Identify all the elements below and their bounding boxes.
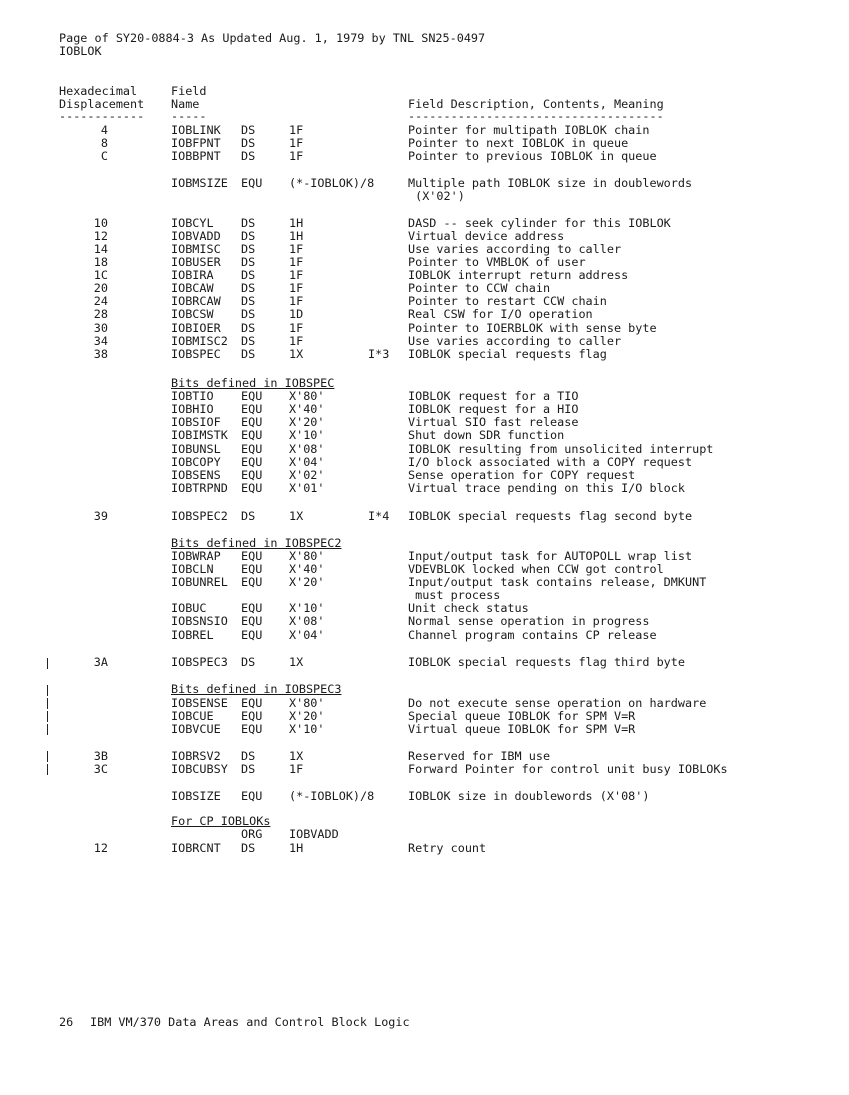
page-header-title: Page of SY20-0884-3 As Updated Aug. 1, 1979 by TNL SN25-0497: [59, 31, 486, 45]
field-name-cell: IOBBPNT: [171, 149, 221, 163]
displacement-cell: 12: [93, 229, 108, 243]
opcode-cell: EQU: [241, 789, 263, 803]
description-cell: Pointer to CCW chain: [408, 281, 551, 295]
operand-cell: X'10': [289, 722, 325, 736]
field-name-cell: IOBSPEC: [171, 347, 221, 361]
page-number: 26: [59, 1015, 74, 1029]
field-name-cell: IOBSENSE: [171, 696, 228, 710]
opcode-cell: EQU: [241, 722, 263, 736]
displacement-cell: 8: [100, 136, 108, 150]
description-cell: VDEVBLOK locked when CCW got control: [408, 562, 664, 576]
displacement-cell: 1C: [93, 268, 108, 282]
displacement-cell: 39: [93, 509, 108, 523]
field-name-cell: IOBRSV2: [171, 749, 221, 763]
opcode-cell: EQU: [241, 415, 263, 429]
operand-cell: X'08': [289, 614, 325, 628]
operand-cell: X'04': [289, 628, 325, 642]
flag-cell: I*3: [368, 347, 390, 361]
displacement-cell: C: [100, 149, 108, 163]
displacement-cell: 24: [93, 294, 108, 308]
field-name-cell: IOBUSER: [171, 255, 221, 269]
field-name-cell: IOBCLN: [171, 562, 214, 576]
operand-cell: X'20': [289, 709, 325, 723]
operand-cell: IOBVADD: [289, 827, 339, 841]
field-name-cell: IOBFPNT: [171, 136, 221, 150]
description-cell: Pointer to VMBLOK of user: [408, 255, 586, 269]
opcode-cell: DS: [241, 136, 256, 150]
operand-cell: 1H: [289, 841, 304, 855]
field-name-cell: IOBMISC: [171, 242, 221, 256]
opcode-cell: EQU: [241, 696, 263, 710]
field-name-cell: IOBSIOF: [171, 415, 221, 429]
field-name-cell: IOBLINK: [171, 123, 221, 137]
displacement-cell: 18: [93, 255, 108, 269]
field-name-cell: IOBMSIZE: [171, 176, 228, 190]
field-name-cell: IOBCUE: [171, 709, 214, 723]
operand-cell: 1F: [289, 268, 304, 282]
column-field-heading-2: Name: [171, 97, 200, 111]
displacement-cell: 28: [93, 307, 108, 321]
operand-cell: 1H: [289, 216, 304, 230]
operand-cell: X'02': [289, 468, 325, 482]
subsection-heading: Bits defined in IOBSPEC2: [171, 536, 342, 550]
description-cell: IOBLOK request for a HIO: [408, 402, 579, 416]
operand-cell: X'20': [289, 415, 325, 429]
operand-cell: (*-IOBLOK)/8: [289, 789, 375, 803]
opcode-cell: DS: [241, 242, 256, 256]
description-cell: Real CSW for I/O operation: [408, 307, 593, 321]
book-title: IBM VM/370 Data Areas and Control Block Logic: [90, 1015, 410, 1029]
field-name-cell: IOBREL: [171, 628, 214, 642]
opcode-cell: EQU: [241, 402, 263, 416]
operand-cell: X'40': [289, 402, 325, 416]
operand-cell: 1F: [289, 294, 304, 308]
opcode-cell: EQU: [241, 562, 263, 576]
displacement-cell: 34: [93, 334, 108, 348]
revision-bar: [47, 658, 48, 669]
opcode-cell: DS: [241, 347, 256, 361]
column-desc-rule: ------------------------------------: [408, 109, 664, 123]
displacement-cell: 38: [93, 347, 108, 361]
operand-cell: 1F: [289, 242, 304, 256]
opcode-cell: DS: [241, 321, 256, 335]
field-name-cell: IOBHIO: [171, 402, 214, 416]
description-cell: IOBLOK special requests flag second byte: [408, 509, 693, 523]
subsection-heading: For CP IOBLOKs: [171, 814, 271, 828]
operand-cell: 1D: [289, 307, 304, 321]
revision-bar: [47, 698, 48, 709]
description-cell: Special queue IOBLOK for SPM V=R: [408, 709, 636, 723]
description-cell: IOBLOK size in doublewords (X'08'): [408, 789, 650, 803]
subsection-heading: Bits defined in IOBSPEC: [171, 376, 335, 390]
displacement-cell: 20: [93, 281, 108, 295]
description-cell: IOBLOK special requests flag third byte: [408, 655, 685, 669]
displacement-cell: 14: [93, 242, 108, 256]
displacement-cell: 3B: [93, 749, 108, 763]
description-cell: IOBLOK request for a TIO: [408, 389, 579, 403]
operand-cell: 1X: [289, 749, 304, 763]
description-cell: Pointer to next IOBLOK in queue: [408, 136, 629, 150]
field-name-cell: IOBUNSL: [171, 442, 221, 456]
field-name-cell: IOBVADD: [171, 229, 221, 243]
subsection-heading: Bits defined in IOBSPEC3: [171, 682, 342, 696]
description-cell: Do not execute sense operation on hardware: [408, 696, 707, 710]
description-cell: Input/output task for AUTOPOLL wrap list: [408, 549, 693, 563]
operand-cell: 1H: [289, 229, 304, 243]
description-cell: Channel program contains CP release: [408, 628, 657, 642]
opcode-cell: DS: [241, 655, 256, 669]
operand-cell: 1X: [289, 509, 304, 523]
field-name-cell: IOBSPEC3: [171, 655, 228, 669]
column-desc-heading: Field Description, Contents, Meaning: [408, 97, 664, 111]
field-name-cell: IOBRCNT: [171, 841, 221, 855]
description-cell: must process: [408, 588, 501, 602]
revision-bar: [47, 764, 48, 775]
description-cell: Reserved for IBM use: [408, 749, 551, 763]
description-cell: Use varies according to caller: [408, 242, 622, 256]
operand-cell: X'08': [289, 442, 325, 456]
field-name-cell: IOBWRAP: [171, 549, 221, 563]
field-name-cell: IOBCAW: [171, 281, 214, 295]
column-hex-heading-1: Hexadecimal: [59, 84, 138, 98]
description-cell: Virtual SIO fast release: [408, 415, 579, 429]
operand-cell: 1X: [289, 347, 304, 361]
field-name-cell: IOBSIZE: [171, 789, 221, 803]
field-name-cell: IOBVCUE: [171, 722, 221, 736]
opcode-cell: EQU: [241, 575, 263, 589]
operand-cell: X'10': [289, 601, 325, 615]
opcode-cell: DS: [241, 294, 256, 308]
operand-cell: X'80': [289, 389, 325, 403]
opcode-cell: ORG: [241, 827, 263, 841]
field-name-cell: IOBIMSTK: [171, 428, 228, 442]
page-header-section: IOBLOK: [59, 44, 102, 58]
field-name-cell: IOBMISC2: [171, 334, 228, 348]
field-name-cell: IOBCYL: [171, 216, 214, 230]
opcode-cell: EQU: [241, 389, 263, 403]
opcode-cell: DS: [241, 281, 256, 295]
displacement-cell: 4: [100, 123, 108, 137]
revision-bar: [47, 711, 48, 722]
field-name-cell: IOBSNSIO: [171, 614, 228, 628]
operand-cell: X'10': [289, 428, 325, 442]
description-cell: Use varies according to caller: [408, 334, 622, 348]
description-cell: Pointer to IOERBLOK with sense byte: [408, 321, 657, 335]
operand-cell: 1X: [289, 655, 304, 669]
operand-cell: X'01': [289, 481, 325, 495]
opcode-cell: EQU: [241, 601, 263, 615]
opcode-cell: DS: [241, 255, 256, 269]
field-name-cell: IOBCSW: [171, 307, 214, 321]
opcode-cell: DS: [241, 307, 256, 321]
field-name-cell: IOBIRA: [171, 268, 214, 282]
description-cell: IOBLOK interrupt return address: [408, 268, 629, 282]
description-cell: Forward Pointer for control unit busy IOBLOKs: [408, 762, 728, 776]
operand-cell: X'40': [289, 562, 325, 576]
opcode-cell: EQU: [241, 442, 263, 456]
column-field-heading-1: Field: [171, 84, 207, 98]
description-cell: Virtual queue IOBLOK for SPM V=R: [408, 722, 636, 736]
description-cell: I/O block associated with a COPY request: [408, 455, 693, 469]
description-cell: Pointer to restart CCW chain: [408, 294, 607, 308]
description-cell: DASD -- seek cylinder for this IOBLOK: [408, 216, 671, 230]
opcode-cell: DS: [241, 149, 256, 163]
field-name-cell: IOBTRPND: [171, 481, 228, 495]
operand-cell: X'80': [289, 549, 325, 563]
opcode-cell: DS: [241, 841, 256, 855]
field-name-cell: IOBSENS: [171, 468, 221, 482]
operand-cell: 1F: [289, 762, 304, 776]
description-cell: Unit check status: [408, 601, 529, 615]
opcode-cell: EQU: [241, 614, 263, 628]
field-name-cell: IOBUNREL: [171, 575, 228, 589]
opcode-cell: DS: [241, 762, 256, 776]
field-name-cell: IOBRCAW: [171, 294, 221, 308]
field-name-cell: IOBIOER: [171, 321, 221, 335]
description-cell: IOBLOK resulting from unsolicited interrupt: [408, 442, 714, 456]
column-field-rule: -----: [171, 109, 207, 123]
description-cell: Sense operation for COPY request: [408, 468, 636, 482]
description-cell: (X'02'): [408, 189, 465, 203]
column-hex-rule: ------------: [59, 109, 145, 123]
operand-cell: X'04': [289, 455, 325, 469]
opcode-cell: DS: [241, 509, 256, 523]
revision-bar: [47, 685, 48, 696]
displacement-cell: 10: [93, 216, 108, 230]
opcode-cell: DS: [241, 268, 256, 282]
operand-cell: X'80': [289, 696, 325, 710]
opcode-cell: EQU: [241, 428, 263, 442]
operand-cell: 1F: [289, 123, 304, 137]
description-cell: Pointer to previous IOBLOK in queue: [408, 149, 657, 163]
operand-cell: 1F: [289, 149, 304, 163]
field-name-cell: IOBUC: [171, 601, 207, 615]
description-cell: Virtual trace pending on this I/O block: [408, 481, 685, 495]
opcode-cell: EQU: [241, 549, 263, 563]
displacement-cell: 12: [93, 841, 108, 855]
field-name-cell: IOBCUBSY: [171, 762, 228, 776]
column-hex-heading-2: Displacement: [59, 97, 145, 111]
field-name-cell: IOBSPEC2: [171, 509, 228, 523]
operand-cell: 1F: [289, 281, 304, 295]
opcode-cell: DS: [241, 334, 256, 348]
field-name-cell: IOBCOPY: [171, 455, 221, 469]
opcode-cell: EQU: [241, 709, 263, 723]
operand-cell: X'20': [289, 575, 325, 589]
opcode-cell: EQU: [241, 176, 263, 190]
description-cell: Input/output task contains release, DMKUNT: [408, 575, 707, 589]
displacement-cell: 30: [93, 321, 108, 335]
description-cell: Multiple path IOBLOK size in doublewords: [408, 176, 693, 190]
displacement-cell: 3A: [93, 655, 108, 669]
operand-cell: (*-IOBLOK)/8: [289, 176, 375, 190]
description-cell: IOBLOK special requests flag: [408, 347, 607, 361]
opcode-cell: DS: [241, 229, 256, 243]
opcode-cell: DS: [241, 216, 256, 230]
displacement-cell: 3C: [93, 762, 108, 776]
revision-bar: [47, 724, 48, 735]
field-name-cell: IOBTIO: [171, 389, 214, 403]
operand-cell: 1F: [289, 334, 304, 348]
description-cell: Normal sense operation in progress: [408, 614, 650, 628]
revision-bar: [47, 751, 48, 762]
description-cell: Shut down SDR function: [408, 428, 565, 442]
operand-cell: 1F: [289, 136, 304, 150]
description-cell: Pointer for multipath IOBLOK chain: [408, 123, 650, 137]
opcode-cell: EQU: [241, 481, 263, 495]
opcode-cell: EQU: [241, 628, 263, 642]
description-cell: Virtual device address: [408, 229, 565, 243]
flag-cell: I*4: [368, 509, 390, 523]
opcode-cell: EQU: [241, 468, 263, 482]
opcode-cell: DS: [241, 749, 256, 763]
opcode-cell: DS: [241, 123, 256, 137]
opcode-cell: EQU: [241, 455, 263, 469]
operand-cell: 1F: [289, 321, 304, 335]
description-cell: Retry count: [408, 841, 487, 855]
operand-cell: 1F: [289, 255, 304, 269]
